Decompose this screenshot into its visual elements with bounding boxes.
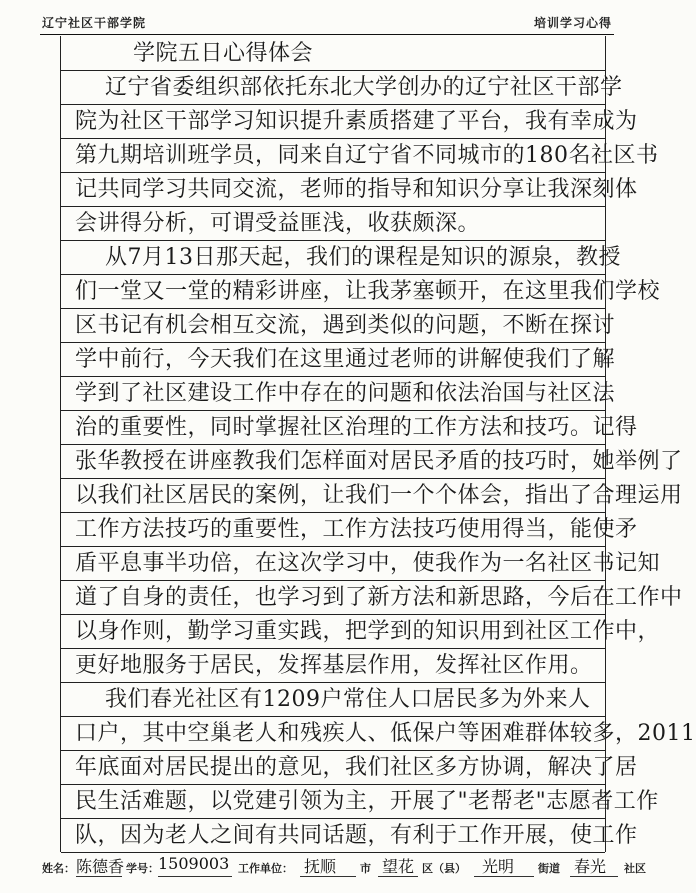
district-value: 望花 bbox=[382, 857, 415, 876]
city-value: 抚顺 bbox=[304, 857, 337, 876]
handwritten-line: 张华教授在讲座教我们怎样面对居民矛盾的技巧时，她举例了 bbox=[75, 449, 683, 474]
name-label: 姓名： bbox=[42, 862, 75, 875]
ruled-line bbox=[61, 410, 638, 445]
college-name-header: 辽宁社区干部学院 bbox=[42, 16, 147, 30]
ruled-line bbox=[61, 240, 621, 275]
handwritten-line: 会讲得分析，可谓受益匪浅，收获颇深。 bbox=[75, 211, 481, 236]
ruled-line bbox=[61, 274, 661, 309]
essay-title: 学院五日心得体会 bbox=[133, 41, 314, 66]
ruled-line bbox=[61, 546, 661, 581]
city-suffix: 市 bbox=[360, 862, 371, 875]
ruled-line bbox=[61, 750, 638, 785]
handwritten-line: 工作方法技巧的重要性，工作方法技巧使用得当，能使矛 bbox=[75, 517, 638, 542]
handwritten-line: 学到了社区建设工作中存在的问题和依法治国与社区法 bbox=[75, 381, 616, 406]
handwritten-line: 第九期培训班学员，同来自辽宁省不同城市的180名社区书 bbox=[75, 143, 659, 168]
ruled-line bbox=[61, 444, 683, 479]
handwritten-line: 辽宁省委组织部依托东北大学创办的辽宁社区干部学 bbox=[105, 75, 623, 100]
street-suffix: 街道 bbox=[538, 862, 560, 875]
street-underline bbox=[474, 876, 534, 877]
handwritten-line: 治的重要性，同时掌握社区治理的工作方法和技巧。记得 bbox=[75, 415, 638, 440]
handwritten-line: 从7月13日那天起，我们的课程是知识的源泉，教授 bbox=[105, 245, 621, 270]
ruled-line bbox=[61, 172, 638, 207]
handwritten-line: 年底面对居民提出的意见，我们社区多方协调，解决了居 bbox=[75, 755, 638, 780]
ruled-line bbox=[61, 104, 638, 139]
student-id-value: 1509003 bbox=[158, 854, 230, 873]
handwritten-line: 区书记有机会相互交流，遇到类似的问题，不断在探讨 bbox=[75, 313, 616, 338]
student-id-label: 学号： bbox=[126, 862, 159, 875]
district-underline bbox=[378, 876, 418, 877]
ruled-line bbox=[61, 818, 638, 853]
ruled-line bbox=[61, 342, 616, 377]
ruled-line bbox=[61, 138, 659, 173]
handwritten-line: 更好地服务于居民，发挥基层作用，发挥社区作用。 bbox=[75, 653, 593, 678]
name-underline bbox=[76, 876, 122, 877]
ruled-line bbox=[61, 580, 683, 615]
handwritten-line: 队，因为老人之间有共同话题，有利于工作开展，使工作 bbox=[75, 823, 638, 848]
handwritten-line: 们一堂又一堂的精彩讲座，让我茅塞顿开，在这里我们学校 bbox=[75, 279, 661, 304]
header-divider bbox=[40, 34, 614, 35]
handwritten-line: 学中前行，今天我们在这里通过老师的讲解使我们了解 bbox=[75, 347, 616, 372]
ruled-line bbox=[61, 206, 605, 241]
student-id-underline bbox=[158, 876, 232, 877]
handwritten-line: 我们春光社区有1209户常住人口居民多为外来人 bbox=[105, 687, 591, 712]
handwritten-line: 以身作则，勤学习重实践，把学到的知识用到社区工作中， bbox=[75, 619, 661, 644]
handwritten-line: 道了自身的责任，也学习到了新方法和新思路，今后在工作中 bbox=[75, 585, 683, 610]
handwritten-line: 盾平息事半功倍，在这次学习中，使我作为一名社区书记知 bbox=[75, 551, 661, 576]
ruled-line bbox=[61, 512, 638, 547]
community-value: 春光 bbox=[574, 857, 607, 876]
ruled-writing-area bbox=[60, 36, 696, 852]
ruled-line bbox=[61, 614, 661, 649]
ruled-line bbox=[61, 308, 616, 343]
ruled-line bbox=[61, 36, 605, 71]
ruled-line bbox=[61, 682, 605, 717]
city-underline bbox=[300, 876, 356, 877]
work-unit-label: 工作单位： bbox=[238, 862, 293, 875]
handwritten-line: 院为社区干部学习知识提升素质搭建了平台，我有幸成为 bbox=[75, 109, 638, 134]
document-type-header: 培训学习心得 bbox=[533, 16, 612, 30]
handwritten-line: 民生活难题，以党建引领为主，开展了"老帮老"志愿者工作 bbox=[75, 789, 659, 814]
community-suffix: 社区 bbox=[624, 862, 646, 875]
ruled-line bbox=[61, 478, 683, 513]
community-underline bbox=[570, 876, 618, 877]
name-value: 陈德香 bbox=[76, 857, 125, 876]
district-suffix: 区（县） bbox=[422, 862, 466, 875]
student-info-footer bbox=[42, 854, 646, 882]
ruled-line bbox=[61, 716, 696, 751]
ruled-line bbox=[61, 70, 623, 105]
handwritten-line: 以我们社区居民的案例，让我们一个个体会，指出了合理运用 bbox=[75, 483, 683, 508]
street-value: 光明 bbox=[482, 857, 515, 876]
ruled-line bbox=[61, 376, 616, 411]
handwritten-line: 口户，其中空巢老人和残疾人、低保户等困难群体较多，2011 bbox=[75, 721, 696, 746]
ruled-line bbox=[61, 648, 605, 683]
handwritten-line: 记共同学习共同交流，老师的指导和知识分享让我深刻体 bbox=[75, 177, 638, 202]
ruled-line bbox=[61, 784, 659, 819]
